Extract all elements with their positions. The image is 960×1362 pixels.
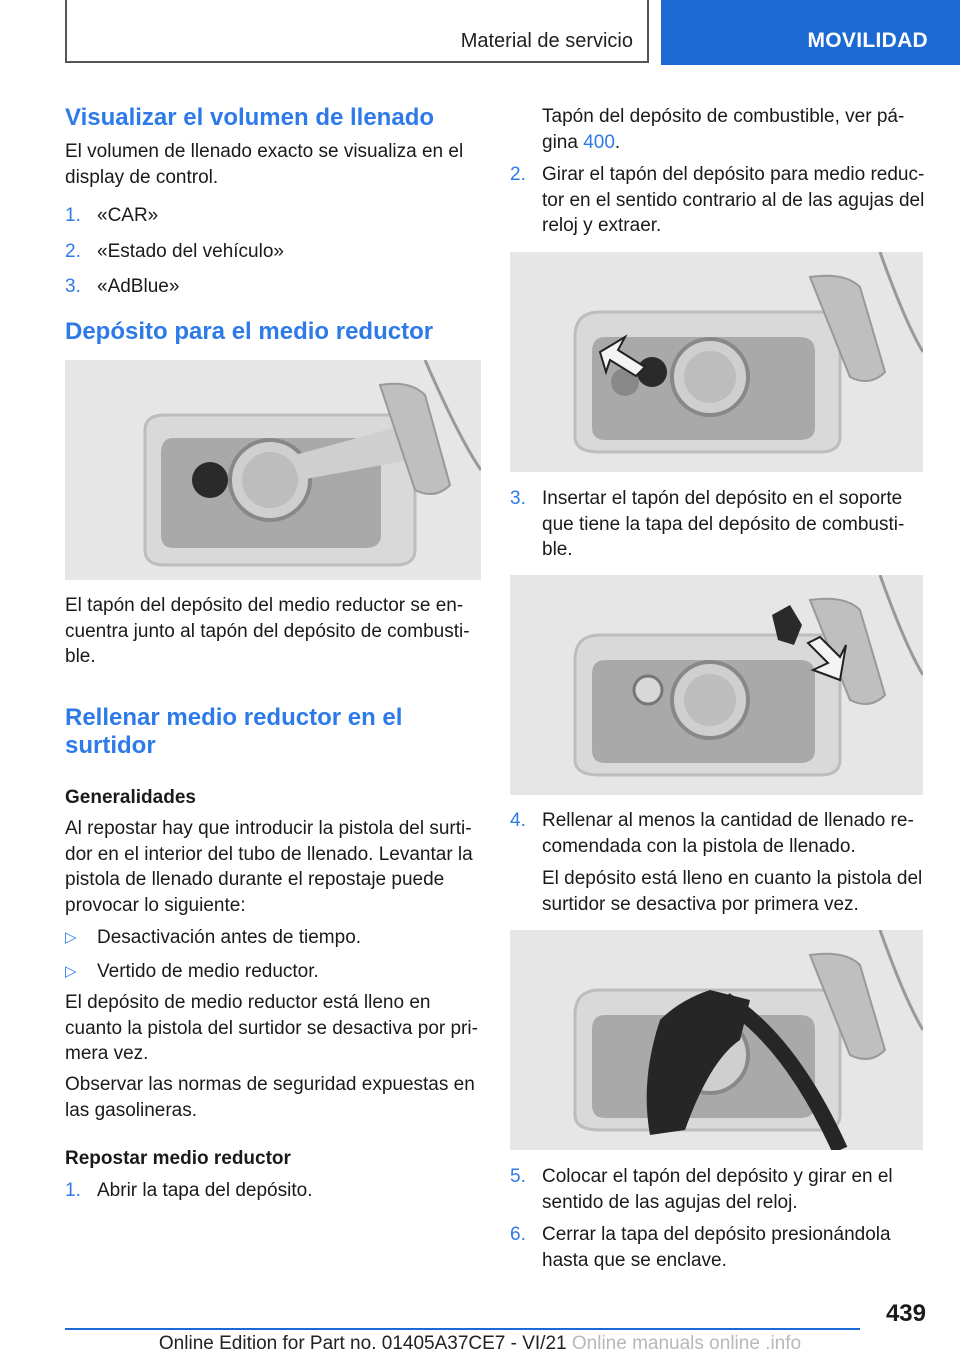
list-item: 1. Abrir la tapa del depósito.: [65, 1180, 313, 1201]
paragraph-safety: Observar las normas de seguridad expuestas en las gasolineras.: [65, 1074, 475, 1121]
list-item: ▷ Desactivación antes de tiempo.: [65, 927, 362, 948]
step4-note: El depósito está lleno en cuanto la pistola del surtidor se desactiva por primera vez.: [542, 868, 923, 915]
paragraph-tank: El tapón del depósito del medio reductor se en- cuentra junto al tapón del depósito de combusti- ble.: [65, 595, 470, 667]
list-item-continuation: Tapón del depósito de combustible, ver pá- gina 400.: [542, 106, 905, 153]
list-item: 2. Girar el tapón del depósito para medio reduc- tor en el sentido contrario al de las agujas del reloj y extraer.: [510, 164, 925, 236]
heading-refill: Rellenar medio reductor en el surtidor: [65, 704, 403, 759]
list-item: ▷ Vertido de medio reductor.: [65, 960, 319, 982]
footer-rule: [65, 1328, 860, 1330]
page-header: [0, 0, 960, 66]
watermark: Online manuals online .info: [571, 1333, 802, 1354]
subheading-refuel: Repostar medio reductor: [65, 1148, 291, 1169]
footer: [0, 1333, 960, 1355]
footer-text: Online Edition for Part no. 01405A37CE7 - VI/21: [158, 1333, 567, 1354]
chapter-tab: [661, 0, 960, 65]
list-item: 1. «CAR»: [65, 205, 159, 226]
list-item: 3. «AdBlue»: [65, 276, 180, 297]
heading-volume: Visualizar el volumen de llenado: [65, 104, 435, 131]
section-tab: [65, 0, 649, 63]
volume-steps-list: [65, 203, 481, 300]
list-item: 4. Rellenar al menos la cantidad de llenado re- comendada con la pistola de llenado.: [510, 810, 914, 857]
refill-nozzle-image: [510, 930, 923, 1150]
heading-tank: Depósito para el medio reductor: [65, 318, 434, 345]
chapter-title: MOVILIDAD: [807, 29, 928, 52]
page-number: 439: [885, 1300, 926, 1327]
page-link[interactable]: 400: [583, 131, 615, 153]
paragraph-volume: El volumen de llenado exacto se visualiza en el display de control.: [65, 141, 464, 188]
list-item: 2. «Estado del vehículo»: [65, 240, 284, 262]
warning-bullets: [65, 925, 481, 984]
remove-cap-image: [510, 252, 923, 472]
subheading-general: Generalidades: [65, 787, 196, 808]
list-item: 5. Colocar el tapón del depósito y girar en el sentido de las agujas del reloj.: [510, 1166, 893, 1213]
section-title: Material de servicio: [460, 30, 633, 52]
insert-cap-image: [510, 575, 923, 795]
list-item: 6. Cerrar la tapa del depósito presionándola hasta que se enclave.: [510, 1224, 891, 1271]
paragraph-full: El depósito de medio reductor está lleno en cuanto la pistola del surtidor se desactiva por pri- mera vez.: [65, 992, 478, 1064]
list-item: 3. Insertar el tapón del depósito en el soporte que tiene la tapa del depósito de combusti- ble.: [510, 488, 905, 560]
fuel-flap-image: [65, 360, 481, 580]
paragraph-general: Al repostar hay que introducir la pistola del surti- dor en el interior del tubo de llenado. Levantar la pistola de llenado durante el repostaje puede provocar lo siguiente:: [65, 818, 473, 916]
